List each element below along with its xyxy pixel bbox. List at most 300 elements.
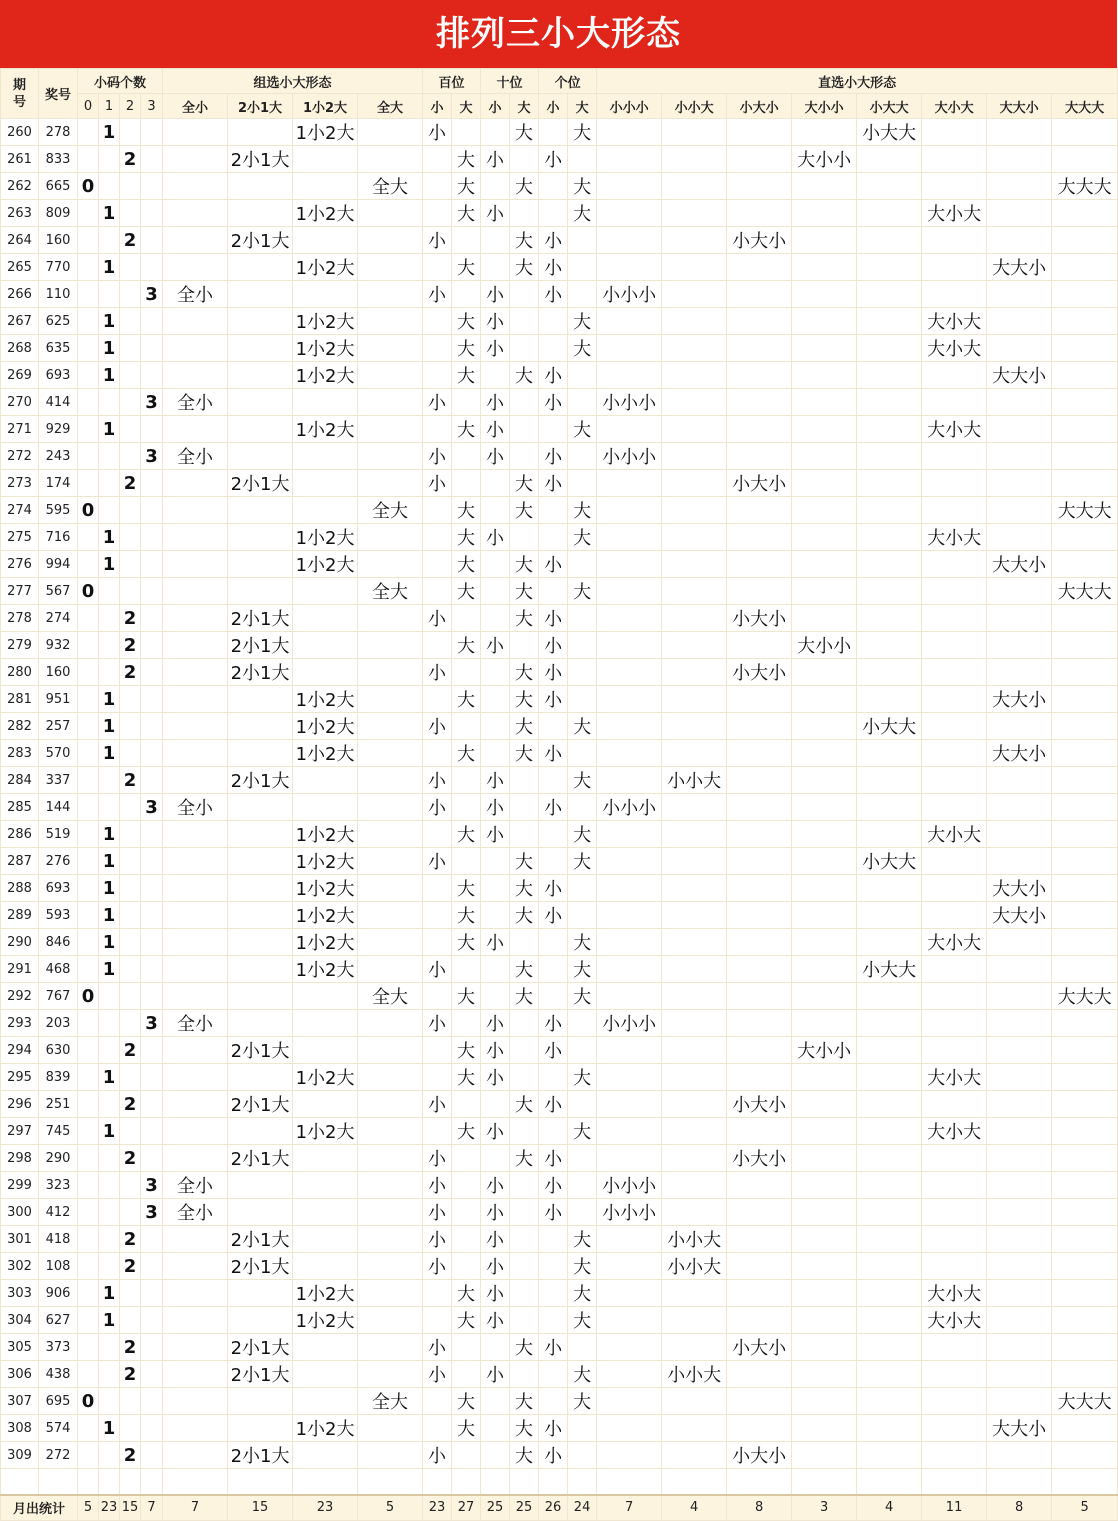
position-cell [452,1199,481,1226]
position-cell: 小 [423,1361,452,1388]
group-pattern-cell: 1小2大 [293,335,358,362]
position-cell: 大 [510,227,539,254]
small-count-cell [78,227,99,254]
number-cell: 994 [39,551,78,578]
position-cell: 大 [568,524,597,551]
group-pattern-cell [163,632,228,659]
direct-pattern-cell: 小大大 [857,956,922,983]
position-cell: 大 [452,983,481,1010]
position-cell: 小 [423,470,452,497]
group-pattern-cell [358,1118,423,1145]
position-cell [568,227,597,254]
small-count-cell [141,227,163,254]
direct-pattern-cell [727,929,792,956]
small-count-cell [141,1334,163,1361]
direct-pattern-cell [792,362,857,389]
position-cell [568,443,597,470]
group-pattern-cell [228,173,293,200]
small-count-cell [78,1253,99,1280]
small-count-cell [99,1388,120,1415]
direct-pattern-cell [987,1172,1052,1199]
direct-pattern-cell [792,1415,857,1442]
position-cell: 大 [510,362,539,389]
position-cell: 大 [452,902,481,929]
small-count-cell [99,227,120,254]
position-cell: 小 [539,659,568,686]
position-cell [423,173,452,200]
small-count-cell: 0 [78,173,99,200]
small-count-cell [141,848,163,875]
direct-pattern-cell [792,605,857,632]
small-count-cell [78,740,99,767]
page-title: 排列三小大形态 [0,0,1117,68]
direct-pattern-cell [1052,767,1118,794]
group-pattern-cell: 1小2大 [293,686,358,713]
position-cell [510,1064,539,1091]
position-cell: 小 [539,389,568,416]
period-cell: 301 [1,1226,39,1253]
direct-pattern-cell [727,1064,792,1091]
footer-stat: 15 [228,1495,293,1521]
header-direct-col: 大小小 [792,94,857,119]
period-cell: 302 [1,1253,39,1280]
direct-pattern-cell [857,1253,922,1280]
direct-pattern-cell: 大大小 [987,686,1052,713]
group-pattern-cell [293,659,358,686]
group-pattern-cell: 1小2大 [293,1118,358,1145]
small-count-cell [78,308,99,335]
number-cell: 160 [39,227,78,254]
direct-pattern-cell [987,1253,1052,1280]
position-cell: 小 [539,470,568,497]
direct-pattern-cell [662,632,727,659]
direct-pattern-cell [662,416,727,443]
small-count-cell [120,389,141,416]
direct-pattern-cell [857,362,922,389]
small-count-cell [141,875,163,902]
group-pattern-cell [163,1064,228,1091]
group-pattern-cell [163,416,228,443]
group-pattern-cell [358,686,423,713]
direct-pattern-cell [792,1199,857,1226]
direct-pattern-cell [922,1037,987,1064]
direct-pattern-cell [987,470,1052,497]
position-cell [452,1091,481,1118]
direct-pattern-cell [857,929,922,956]
position-cell [481,983,510,1010]
direct-pattern-cell [597,713,662,740]
position-cell: 小 [423,1253,452,1280]
small-count-cell [99,1442,120,1469]
direct-pattern-cell [1052,146,1118,173]
small-count-cell [141,200,163,227]
position-cell [481,713,510,740]
direct-pattern-cell [1052,740,1118,767]
position-cell: 大 [510,875,539,902]
small-count-cell [99,497,120,524]
direct-pattern-cell [597,875,662,902]
position-cell [423,632,452,659]
group-pattern-cell [163,1145,228,1172]
direct-pattern-cell [597,497,662,524]
direct-pattern-cell [662,1064,727,1091]
direct-pattern-cell [792,983,857,1010]
small-count-cell [78,875,99,902]
header-tens: 十位 [481,69,539,94]
group-pattern-cell: 2小1大 [228,1226,293,1253]
direct-pattern-cell [662,335,727,362]
direct-pattern-cell [1052,335,1118,362]
small-count-cell [99,659,120,686]
direct-pattern-cell [857,1307,922,1334]
position-cell: 大 [568,1064,597,1091]
position-cell [481,173,510,200]
direct-pattern-cell [792,1307,857,1334]
footer-stat: 8 [727,1495,792,1521]
small-count-cell [141,1064,163,1091]
position-cell [452,767,481,794]
direct-pattern-cell [922,632,987,659]
direct-pattern-cell [597,686,662,713]
direct-pattern-cell [1052,443,1118,470]
small-count-cell [141,1442,163,1469]
direct-pattern-cell [922,254,987,281]
direct-pattern-cell [987,146,1052,173]
direct-pattern-cell [922,1442,987,1469]
footer-stat: 3 [792,1495,857,1521]
position-cell [568,875,597,902]
group-pattern-cell: 全小 [163,1172,228,1199]
direct-pattern-cell [792,173,857,200]
position-cell [452,443,481,470]
position-cell [452,1172,481,1199]
direct-pattern-cell [857,605,922,632]
group-pattern-cell [163,578,228,605]
small-count-cell [78,1361,99,1388]
position-cell [452,1253,481,1280]
period-cell: 265 [1,254,39,281]
position-cell: 小 [539,1037,568,1064]
direct-pattern-cell [987,821,1052,848]
direct-pattern-cell [857,1415,922,1442]
position-cell [423,524,452,551]
small-count-cell: 1 [99,956,120,983]
small-count-cell [78,1280,99,1307]
small-count-cell [120,119,141,146]
group-pattern-cell [358,308,423,335]
table-row [1,470,1118,497]
period-cell: 292 [1,983,39,1010]
spacer-cell [1052,1469,1118,1495]
position-cell: 小 [539,1010,568,1037]
small-count-cell [141,713,163,740]
direct-pattern-cell [987,929,1052,956]
small-count-cell: 0 [78,578,99,605]
direct-pattern-cell [792,443,857,470]
position-cell [481,1091,510,1118]
group-pattern-cell [228,1199,293,1226]
direct-pattern-cell [597,308,662,335]
direct-pattern-cell [792,875,857,902]
group-pattern-cell [163,551,228,578]
group-pattern-cell [228,1172,293,1199]
direct-pattern-cell [792,1118,857,1145]
position-cell: 大 [568,1361,597,1388]
small-count-cell [99,281,120,308]
group-pattern-cell [228,956,293,983]
table-row [1,929,1118,956]
direct-pattern-cell [1052,308,1118,335]
group-pattern-cell [358,740,423,767]
direct-pattern-cell [662,524,727,551]
position-cell: 小 [481,632,510,659]
group-pattern-cell [163,146,228,173]
position-cell [568,686,597,713]
direct-pattern-cell [727,335,792,362]
period-cell: 276 [1,551,39,578]
period-cell: 275 [1,524,39,551]
direct-pattern-cell [987,119,1052,146]
direct-pattern-cell [987,1199,1052,1226]
footer-stat: 7 [141,1495,163,1521]
direct-pattern-cell [857,497,922,524]
table-row [1,1253,1118,1280]
direct-pattern-cell [597,848,662,875]
direct-pattern-cell [987,200,1052,227]
number-cell: 809 [39,200,78,227]
direct-pattern-cell: 小小大 [662,1226,727,1253]
number-cell: 174 [39,470,78,497]
period-cell: 270 [1,389,39,416]
direct-pattern-cell [792,1334,857,1361]
position-cell: 大 [510,551,539,578]
group-pattern-cell [228,983,293,1010]
direct-pattern-cell [987,335,1052,362]
group-pattern-cell: 2小1大 [228,146,293,173]
direct-pattern-cell: 小大小 [727,605,792,632]
direct-pattern-cell [792,686,857,713]
table-row [1,1415,1118,1442]
group-pattern-cell [163,1280,228,1307]
direct-pattern-cell [727,1118,792,1145]
position-cell: 大 [568,578,597,605]
direct-pattern-cell: 大小大 [922,821,987,848]
position-cell: 大 [510,1334,539,1361]
period-cell: 277 [1,578,39,605]
small-count-cell [78,254,99,281]
small-count-cell [141,1226,163,1253]
spacer-cell [39,1469,78,1495]
period-cell: 309 [1,1442,39,1469]
position-cell: 大 [452,1064,481,1091]
group-pattern-cell [293,1145,358,1172]
direct-pattern-cell [727,767,792,794]
direct-pattern-cell [922,1415,987,1442]
small-count-cell [141,335,163,362]
header-direct-col: 小大小 [727,94,792,119]
position-cell [510,200,539,227]
group-pattern-cell [228,713,293,740]
position-cell: 小 [539,1334,568,1361]
position-cell [539,308,568,335]
direct-pattern-cell [597,767,662,794]
small-count-cell: 2 [120,146,141,173]
direct-pattern-cell [662,173,727,200]
direct-pattern-cell [1052,632,1118,659]
period-cell: 267 [1,308,39,335]
small-count-cell [120,335,141,362]
group-pattern-cell [163,1307,228,1334]
group-pattern-cell: 2小1大 [228,1253,293,1280]
direct-pattern-cell [987,1091,1052,1118]
position-cell: 小 [423,1091,452,1118]
direct-pattern-cell [792,1145,857,1172]
direct-pattern-cell [792,956,857,983]
spacer-cell [922,1469,987,1495]
small-count-cell [99,1091,120,1118]
group-pattern-cell [228,1118,293,1145]
direct-pattern-cell [662,1010,727,1037]
direct-pattern-cell [792,227,857,254]
small-count-cell [141,362,163,389]
position-cell: 小 [539,1091,568,1118]
number-cell: 418 [39,1226,78,1253]
small-count-cell [141,659,163,686]
period-cell: 263 [1,200,39,227]
number-cell: 929 [39,416,78,443]
position-cell [452,281,481,308]
group-pattern-cell [293,767,358,794]
small-count-cell [141,524,163,551]
group-pattern-cell [228,686,293,713]
group-pattern-cell: 全小 [163,1199,228,1226]
group-pattern-cell [228,1415,293,1442]
period-cell: 261 [1,146,39,173]
direct-pattern-cell [727,1199,792,1226]
small-count-cell: 2 [120,1334,141,1361]
position-cell: 大 [452,821,481,848]
position-cell: 大 [452,524,481,551]
direct-pattern-cell [857,1010,922,1037]
period-cell: 269 [1,362,39,389]
header-position-col: 大 [510,94,539,119]
footer-stat: 27 [452,1495,481,1521]
position-cell: 小 [481,335,510,362]
position-cell: 大 [568,1253,597,1280]
position-cell: 大 [510,983,539,1010]
position-cell: 大 [510,578,539,605]
small-count-cell [78,146,99,173]
position-cell: 小 [481,524,510,551]
position-cell [510,1010,539,1037]
direct-pattern-cell [987,956,1052,983]
small-count-cell [141,983,163,1010]
position-cell: 小 [423,794,452,821]
number-cell: 144 [39,794,78,821]
group-pattern-cell [163,1415,228,1442]
position-cell [510,1280,539,1307]
position-cell: 小 [539,632,568,659]
number-cell: 627 [39,1307,78,1334]
table-row [1,524,1118,551]
header-group-col: 全大 [358,94,423,119]
direct-pattern-cell [792,1253,857,1280]
small-count-cell [120,713,141,740]
position-cell: 大 [452,875,481,902]
small-count-cell [99,1361,120,1388]
position-cell [510,794,539,821]
direct-pattern-cell [727,1253,792,1280]
position-cell [423,362,452,389]
number-cell: 412 [39,1199,78,1226]
position-cell [539,1388,568,1415]
header-direct-col: 小小大 [662,94,727,119]
direct-pattern-cell [727,551,792,578]
direct-pattern-cell [662,1388,727,1415]
small-count-cell [120,686,141,713]
position-cell: 大 [452,1280,481,1307]
direct-pattern-cell [662,389,727,416]
group-pattern-cell: 全小 [163,443,228,470]
group-pattern-cell [228,254,293,281]
group-pattern-cell [228,497,293,524]
position-cell: 小 [481,1280,510,1307]
period-cell: 288 [1,875,39,902]
direct-pattern-cell [857,470,922,497]
position-cell [568,1442,597,1469]
spacer-cell [481,1469,510,1495]
period-cell: 268 [1,335,39,362]
direct-pattern-cell [1052,821,1118,848]
table-row [1,389,1118,416]
number-cell: 337 [39,767,78,794]
small-count-cell: 2 [120,767,141,794]
position-cell [481,551,510,578]
small-count-cell: 1 [99,848,120,875]
small-count-cell [78,821,99,848]
small-count-cell [78,902,99,929]
small-count-cell: 1 [99,416,120,443]
group-pattern-cell [228,389,293,416]
position-cell [539,524,568,551]
group-pattern-cell [228,902,293,929]
group-pattern-cell [358,1415,423,1442]
header-number: 奖号 [39,69,78,119]
direct-pattern-cell: 大小大 [922,416,987,443]
small-count-cell: 3 [141,389,163,416]
group-pattern-cell [163,200,228,227]
group-pattern-cell [163,875,228,902]
position-cell [510,1253,539,1280]
group-pattern-cell [163,524,228,551]
header-small-count: 小码个数 [78,69,163,94]
position-cell: 大 [568,416,597,443]
direct-pattern-cell [1052,1037,1118,1064]
small-count-cell: 2 [120,659,141,686]
group-pattern-cell: 2小1大 [228,1091,293,1118]
direct-pattern-cell [922,227,987,254]
group-pattern-cell [293,497,358,524]
group-pattern-cell: 1小2大 [293,1307,358,1334]
number-cell: 770 [39,254,78,281]
group-pattern-cell [358,1145,423,1172]
direct-pattern-cell [987,308,1052,335]
small-count-cell [120,929,141,956]
direct-pattern-cell [857,983,922,1010]
group-pattern-cell [358,1199,423,1226]
direct-pattern-cell [792,713,857,740]
small-count-cell [141,1145,163,1172]
